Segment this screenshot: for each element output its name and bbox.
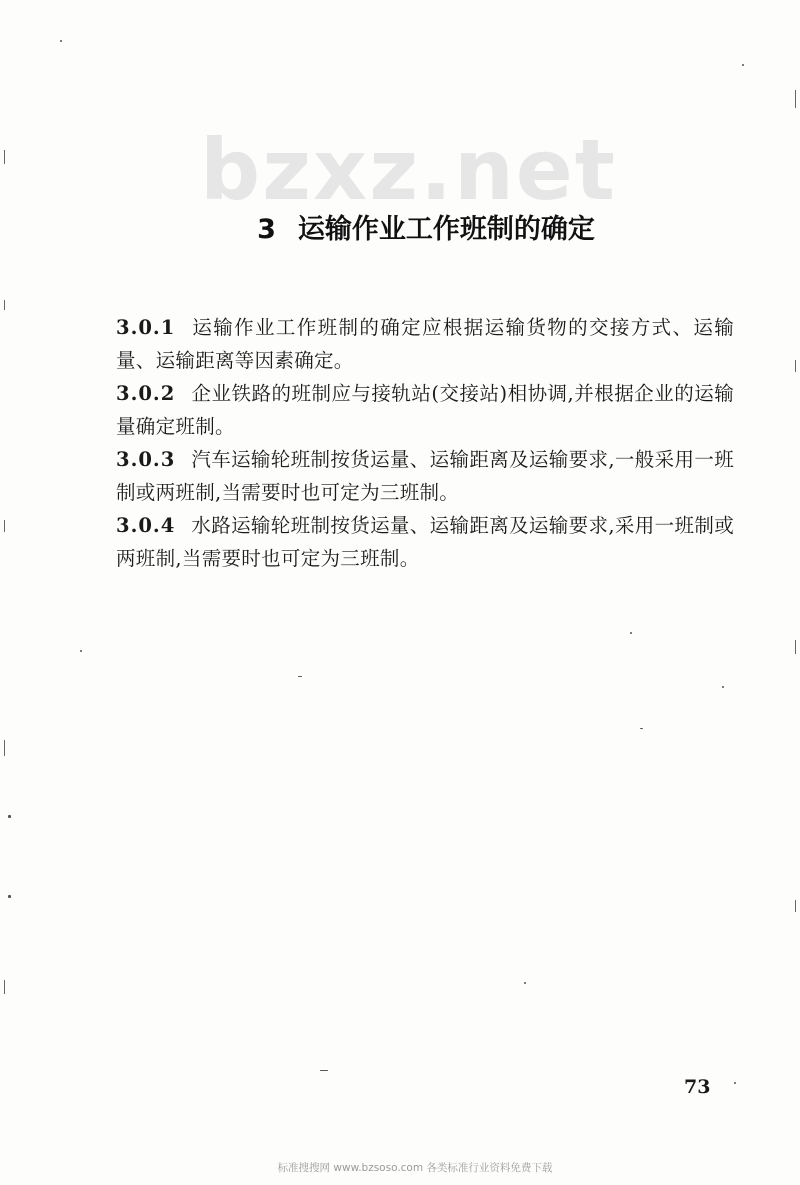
clause-3-0-1	[116, 312, 734, 377]
clause-3-0-2	[116, 378, 734, 443]
scan-edge-mark	[4, 980, 5, 994]
scan-edge-mark	[795, 640, 796, 654]
watermark: bzxz.net	[200, 121, 617, 219]
clause-text: 企业铁路的班制应与接轨站(交接站)相协调,并根据企业的运输量确定班制。	[116, 382, 734, 438]
scan-speck	[80, 650, 82, 652]
scan-edge-mark	[4, 740, 5, 756]
scan-speck	[8, 815, 11, 818]
clause-number: 3.0.4	[116, 514, 176, 537]
clause-3-0-4	[116, 510, 734, 575]
clause-number: 3.0.3	[116, 448, 176, 471]
scan-speck	[320, 1070, 328, 1071]
scan-edge-mark	[4, 150, 5, 164]
scan-speck	[524, 982, 526, 984]
clause-text: 汽车运输轮班制按货运量、运输距离及运输要求,一般采用一班制或两班制,当需要时也可定为三班制。	[116, 448, 734, 504]
clause-number: 3.0.1	[116, 316, 176, 339]
scan-edge-mark	[4, 520, 5, 532]
clause-text: 运输作业工作班制的确定应根据运输货物的交接方式、运输量、运输距离等因素确定。	[116, 316, 734, 372]
scan-edge-mark	[795, 900, 796, 912]
chapter-title: 运输作业工作班制的确定	[297, 214, 595, 245]
page-number: 73	[684, 1076, 711, 1098]
clause-list	[116, 312, 734, 576]
footer-source-line: 标准搜搜网 www.bzsoso.com 各类标准行业资料免费下载	[277, 1162, 553, 1174]
scan-speck	[298, 676, 302, 677]
scan-speck	[630, 632, 632, 634]
scan-speck	[640, 728, 643, 729]
scan-edge-mark	[4, 300, 5, 310]
clause-3-0-3	[116, 444, 734, 509]
scan-edge-mark	[795, 90, 796, 108]
scan-speck	[734, 1082, 736, 1084]
chapter-number: 3	[257, 214, 276, 245]
scan-edge-mark	[795, 360, 796, 372]
scan-speck	[742, 64, 744, 66]
scan-speck	[60, 40, 62, 42]
clause-text: 水路运输轮班制按货运量、运输距离及运输要求,采用一班制或两班制,当需要时也可定为三班制。	[116, 514, 734, 570]
scan-speck	[8, 895, 11, 898]
scan-speck	[722, 686, 724, 688]
clause-number: 3.0.2	[116, 382, 176, 405]
chapter-heading	[0, 208, 800, 252]
